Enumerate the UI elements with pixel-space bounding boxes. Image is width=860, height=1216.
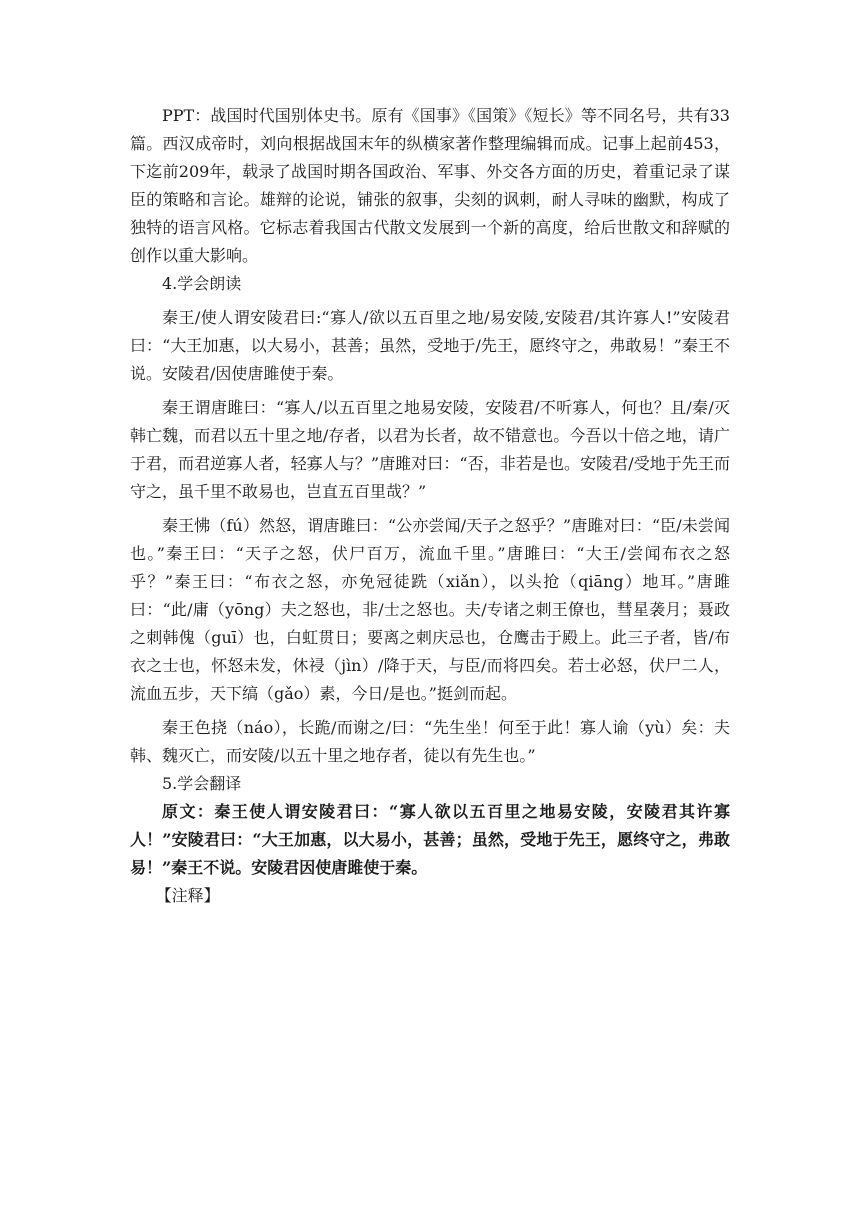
original-text-paragraph: 原文：秦王使人谓安陵君曰：“寡人欲以五百里之地易安陵，安陵君其许寡人！”安陵君曰：“大王加惠，以大易小，甚善；虽然，受地于先王，愿终守之，弗敢易！”秦王不说。安陵君因使唐雎使于秦。 [130,802,730,877]
reading-paragraph-4: 秦王色挠（náo），长跪/而谢之/曰：“先生坐！何至于此！寡人谕（yù）矣：夫韩、魏灭亡，而安陵/以五十里之地存者，徒以有先生也。” [130,718,730,765]
reading-paragraph-1: 秦王/使人谓安陵君曰:“寡人/欲以五百里之地/易安陵,安陵君/其许寡人!”安陵君曰：“大王加惠，以大易小，甚善；虽然，受地于/先王，愿终守之，弗敢易！”秦王不说。安陵君/因使唐雎使于秦。 [130,308,730,383]
reading-paragraph-3: 秦王怫（fú）然怒，谓唐雎曰：“公亦尝闻/天子之怒乎？”唐雎对曰：“臣/未尝闻也。”秦王曰：“天子之怒，伏尸百万，流血千里。”唐雎曰：“大王/尝闻布衣之怒乎？”秦王曰：“布衣之怒，亦免冠徒跣（xiǎn），以头抢（qiāng）地耳。”唐雎曰：“此/庸（yōng）夫之怒也，非/士之怒也。夫/专诸之刺王僚也，彗星袭月；聂政之刺韩傀（guī）也，白虹贯日；要离之刺庆忌也，仓鹰击于殿上。此三子者，皆/布衣之士也，怀怒未发，休祲（jìn）/降于天，与臣/而将四矣。若士必怒，伏尸二人，流血五步，天下缟（gǎo）素，今日/是也。”挺剑而起。 [130,516,730,703]
section-heading-translation: 5.学会翻译 [162,774,242,793]
section-heading-reading: 4.学会朗读 [162,274,242,293]
document-body [130,102,730,910]
annotation-heading: 【注释】 [155,886,220,905]
reading-paragraph-2: 秦王谓唐雎曰：“寡人/以五百里之地易安陵，安陵君/不听寡人，何也？且/秦/灭韩亡魏，而君以五十里之地/存者，以君为长者，故不错意也。今吾以十倍之地，请广于君，而君逆寡人者，轻寡人与？”唐雎对曰：“否，非若是也。安陵君/受地于先王而守之，虽千里不敢易也，岂直五百里哉？” [130,398,730,501]
ppt-intro-paragraph: PPT：战国时代国别体史书。原有《国事》《国策》《短长》等不同名号，共有33篇。西汉成帝时，刘向根据战国末年的纵横家著作整理编辑而成。记事上起前453，下迄前209年，载录了战国时期各国政治、军事、外交各方面的历史，着重记录了谋臣的策略和言论。雄辩的论说，铺张的叙事，尖刻的讽刺，耐人寻味的幽默，构成了独特的语言风格。它标志着我国古代散文发展到一个新的高度，给后世散文和辞赋的创作以重大影响。 [130,106,730,265]
